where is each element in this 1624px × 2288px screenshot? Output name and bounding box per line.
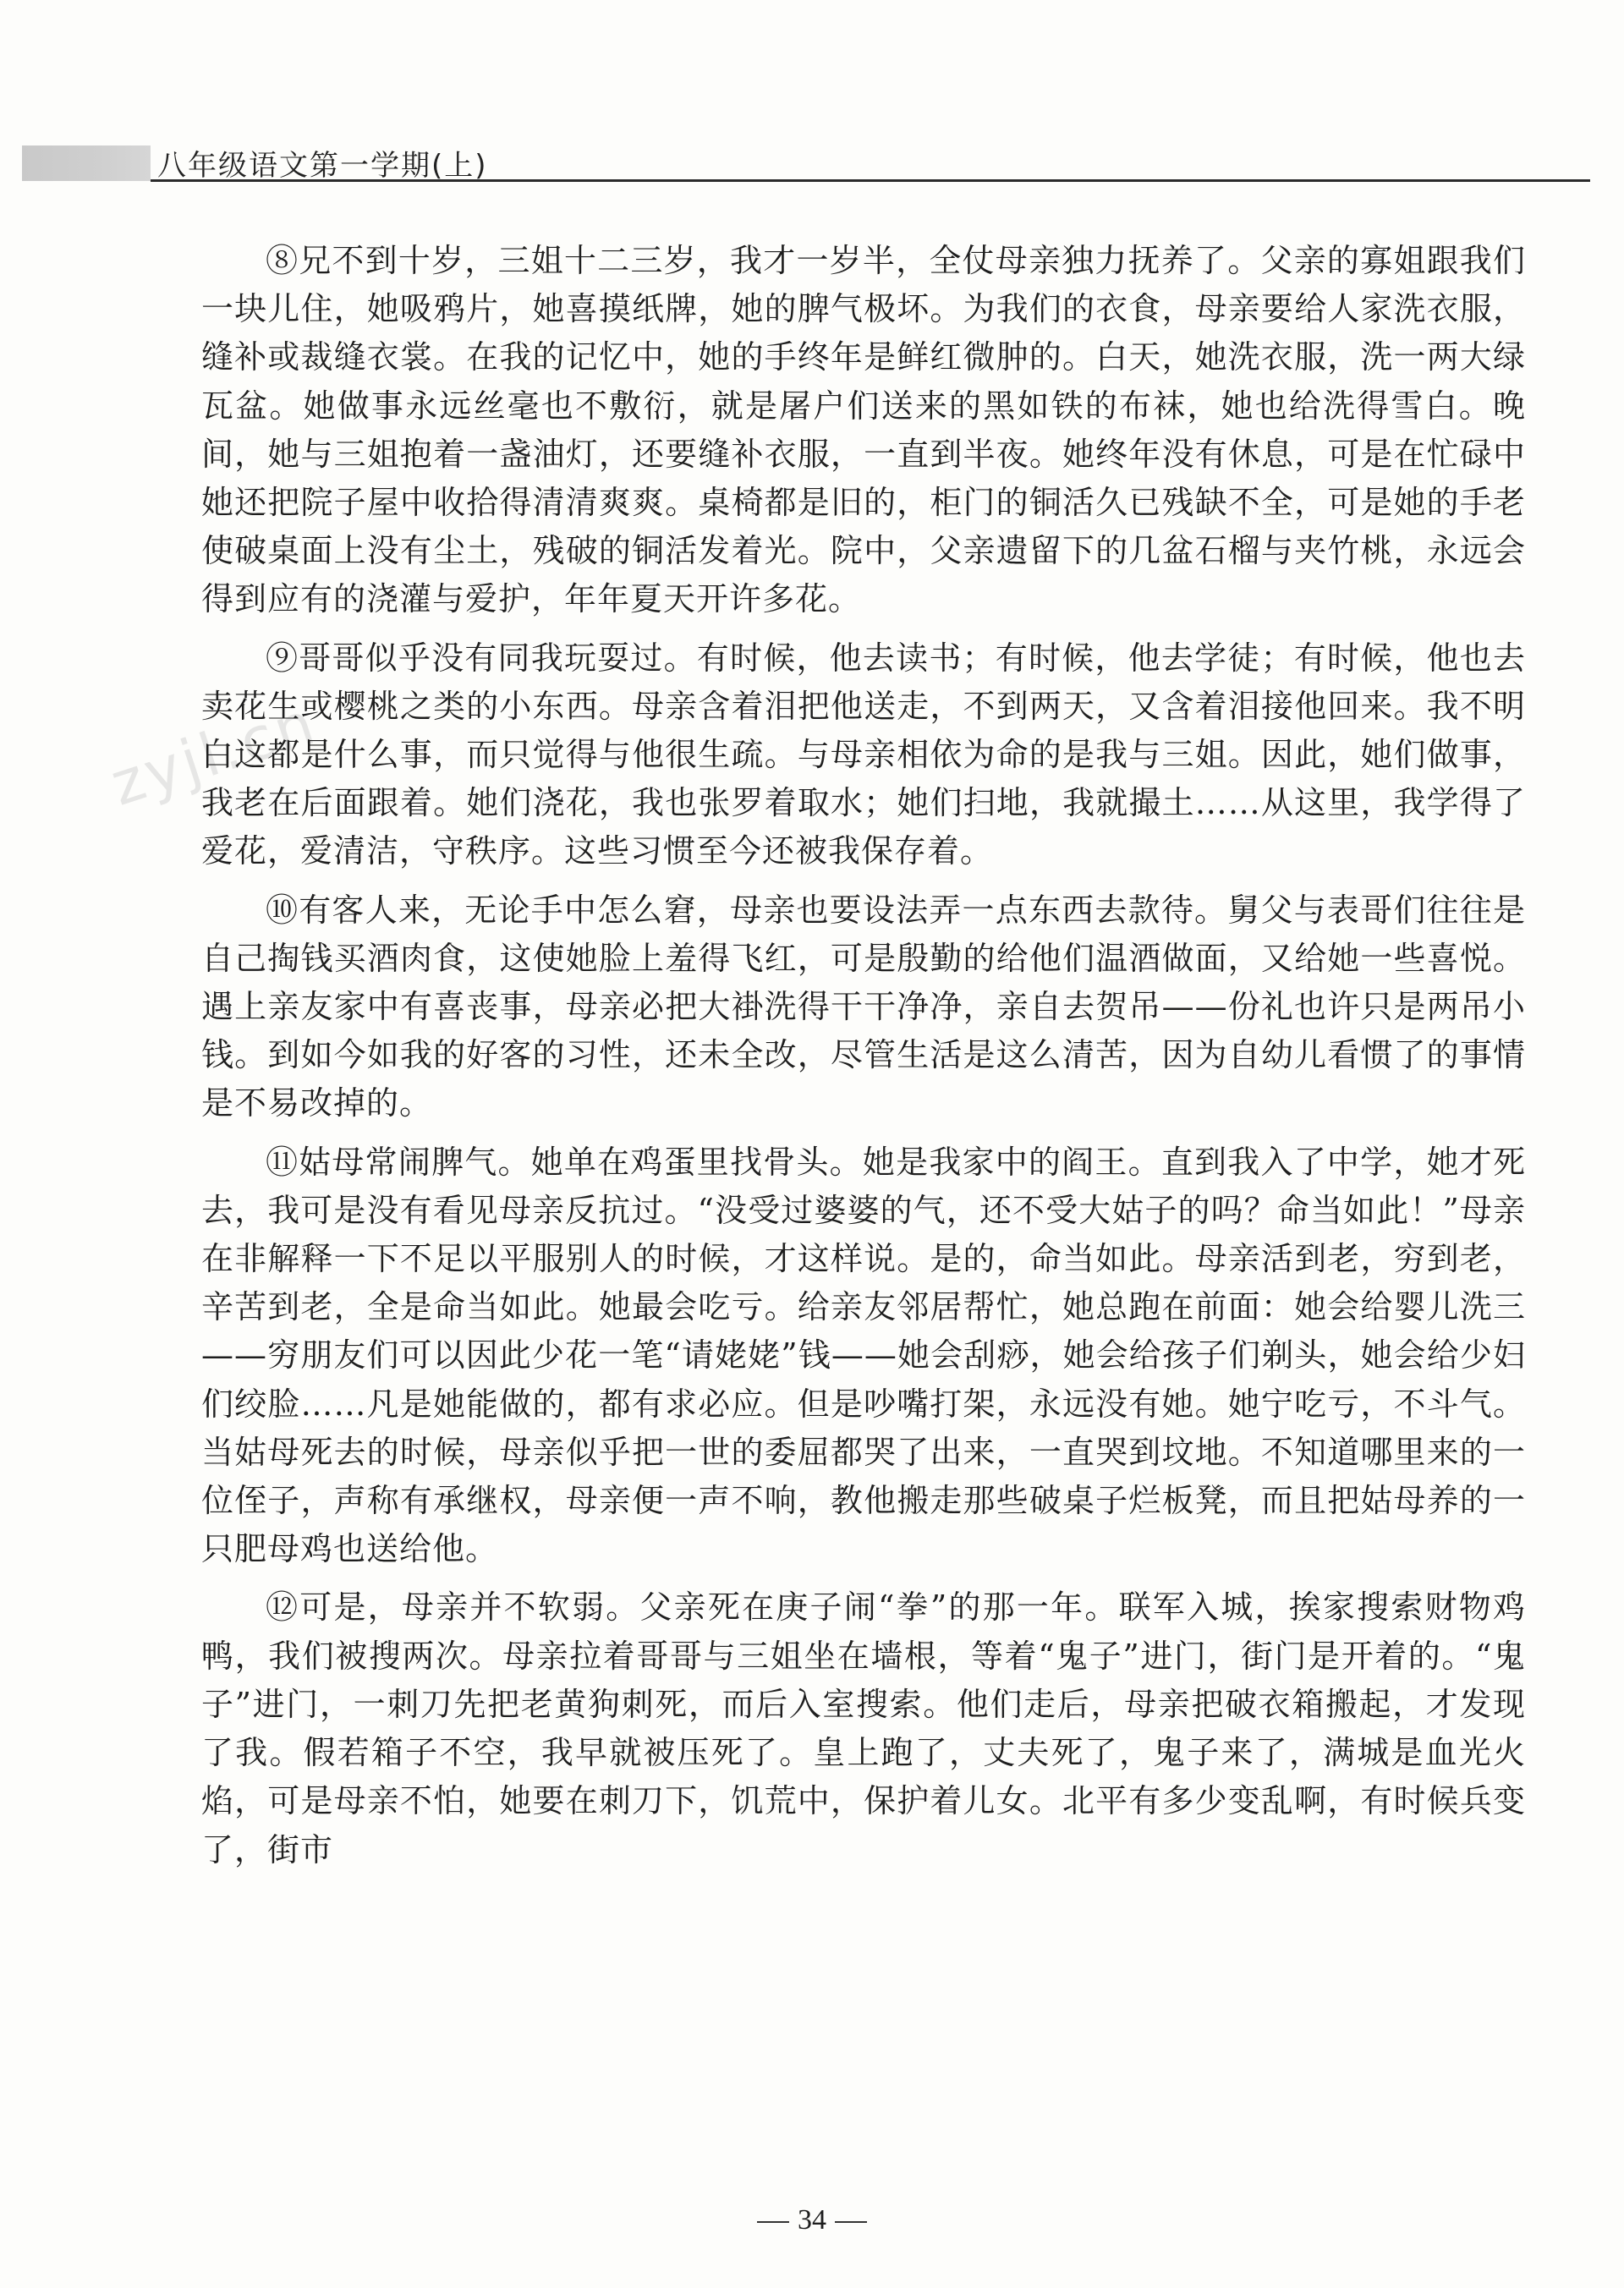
page-footer (0, 2204, 1624, 2236)
footer-dash-left (757, 2221, 789, 2223)
paragraph-11: ⑪姑母常闹脾气。她单在鸡蛋里找骨头。她是我家中的阎王。直到我入了中学，她才死去，我可是没有看见母亲反抗过。“没受过婆婆的气，还不受大姑子的吗？命当如此！”母亲在非解释一下不足以平服别人的时候，才这样说。是的，命当如此。母亲活到老，穷到老，辛苦到老，全是命当如此。她最会吃亏。给亲友邻居帮忙，她总跑在前面：她会给婴儿洗三——穷朋友们可以因此少花一笔“请姥姥”钱——她会刮痧，她会给孩子们剃头，她会给少妇们绞脸……凡是她能做的，都有求必应。但是吵嘴打架，永远没有她。她宁吃亏，不斗气。当姑母死去的时候，母亲似乎把一世的委屈都哭了出来，一直哭到坟地。不知道哪里来的一位侄子，声称有承继权，母亲便一声不响，教他搬走那些破桌子烂板凳，而且把姑母养的一只肥母鸡也送给他。 (201, 1143, 1526, 1568)
page-number: 34 (798, 2204, 826, 2236)
paragraph-12: ⑫可是，母亲并不软弱。父亲死在庚子闹“拳”的那一年。联军入城，挨家搜索财物鸡鸭，我们被搜两次。母亲拉着哥哥与三姐坐在墙根，等着“鬼子”进门，街门是开着的。“鬼子”进门，一刺刀先把老黄狗刺死，而后入室搜索。他们走后，母亲把破衣箱搬起，才发现了我。假若箱子不空，我早就被压死了。皇上跑了，丈夫死了，鬼子来了，满城是血光火焰，可是母亲不怕，她要在刺刀下，饥荒中，保护着儿女。北平有多少变乱啊，有时候兵变了，街市 (201, 1588, 1526, 1868)
paragraph-10: ⑩有客人来，无论手中怎么窘，母亲也要设法弄一点东西去款待。舅父与表哥们往往是自己掏钱买酒肉食，这使她脸上羞得飞红，可是殷勤的给他们温酒做面，又给她一些喜悦。遇上亲友家中有喜丧事，母亲必把大褂洗得干干净净，亲自去贺吊——份礼也许只是两吊小钱。到如今如我的好客的习性，还未全改，尽管生活是这么清苦，因为自幼儿看惯了的事情是不易改掉的。 (201, 891, 1526, 1122)
body-text (201, 237, 1526, 1885)
paragraph-8: ⑧兄不到十岁，三姐十二三岁，我才一岁半，全仗母亲独力抚养了。父亲的寡姐跟我们一块儿住，她吸鸦片，她喜摸纸牌，她的脾气极坏。为我们的衣食，母亲要给人家洗衣服，缝补或裁缝衣裳。在我的记忆中，她的手终年是鲜红微肿的。白天，她洗衣服，洗一两大绿瓦盆。她做事永远丝毫也不敷衍，就是屠户们送来的黑如铁的布袜，她也给洗得雪白。晚间，她与三姐抱着一盏油灯，还要缝补衣服，一直到半夜。她终年没有休息，可是在忙碌中她还把院子屋中收拾得清清爽爽。桌椅都是旧的，柜门的铜活久已残缺不全，可是她的手老使破桌面上没有尘土，残破的铜活发着光。院中，父亲遗留下的几盆石榴与夹竹桃，永远会得到应有的浇灌与爱护，年年夏天开许多花。 (201, 242, 1526, 618)
footer-dash-right (835, 2221, 867, 2223)
paragraph-9: ⑨哥哥似乎没有同我玩耍过。有时候，他去读书；有时候，他去学徒；有时候，他也去卖花生或樱桃之类的小东西。母亲含着泪把他送走，不到两天，又含着泪接他回来。我不明白这都是什么事，而只觉得与他很生疏。与母亲相依为命的是我与三姐。因此，她们做事，我老在后面跟着。她们浇花，我也张罗着取水；她们扫地，我就撮土……从这里，我学得了爱花，爱清洁，守秩序。这些习惯至今还被我保存着。 (201, 639, 1526, 870)
watermark: zyjl.cn (102, 688, 326, 820)
book-title: 八年级语文第一学期(上) (157, 149, 488, 183)
header-decoration-bar (22, 145, 151, 181)
